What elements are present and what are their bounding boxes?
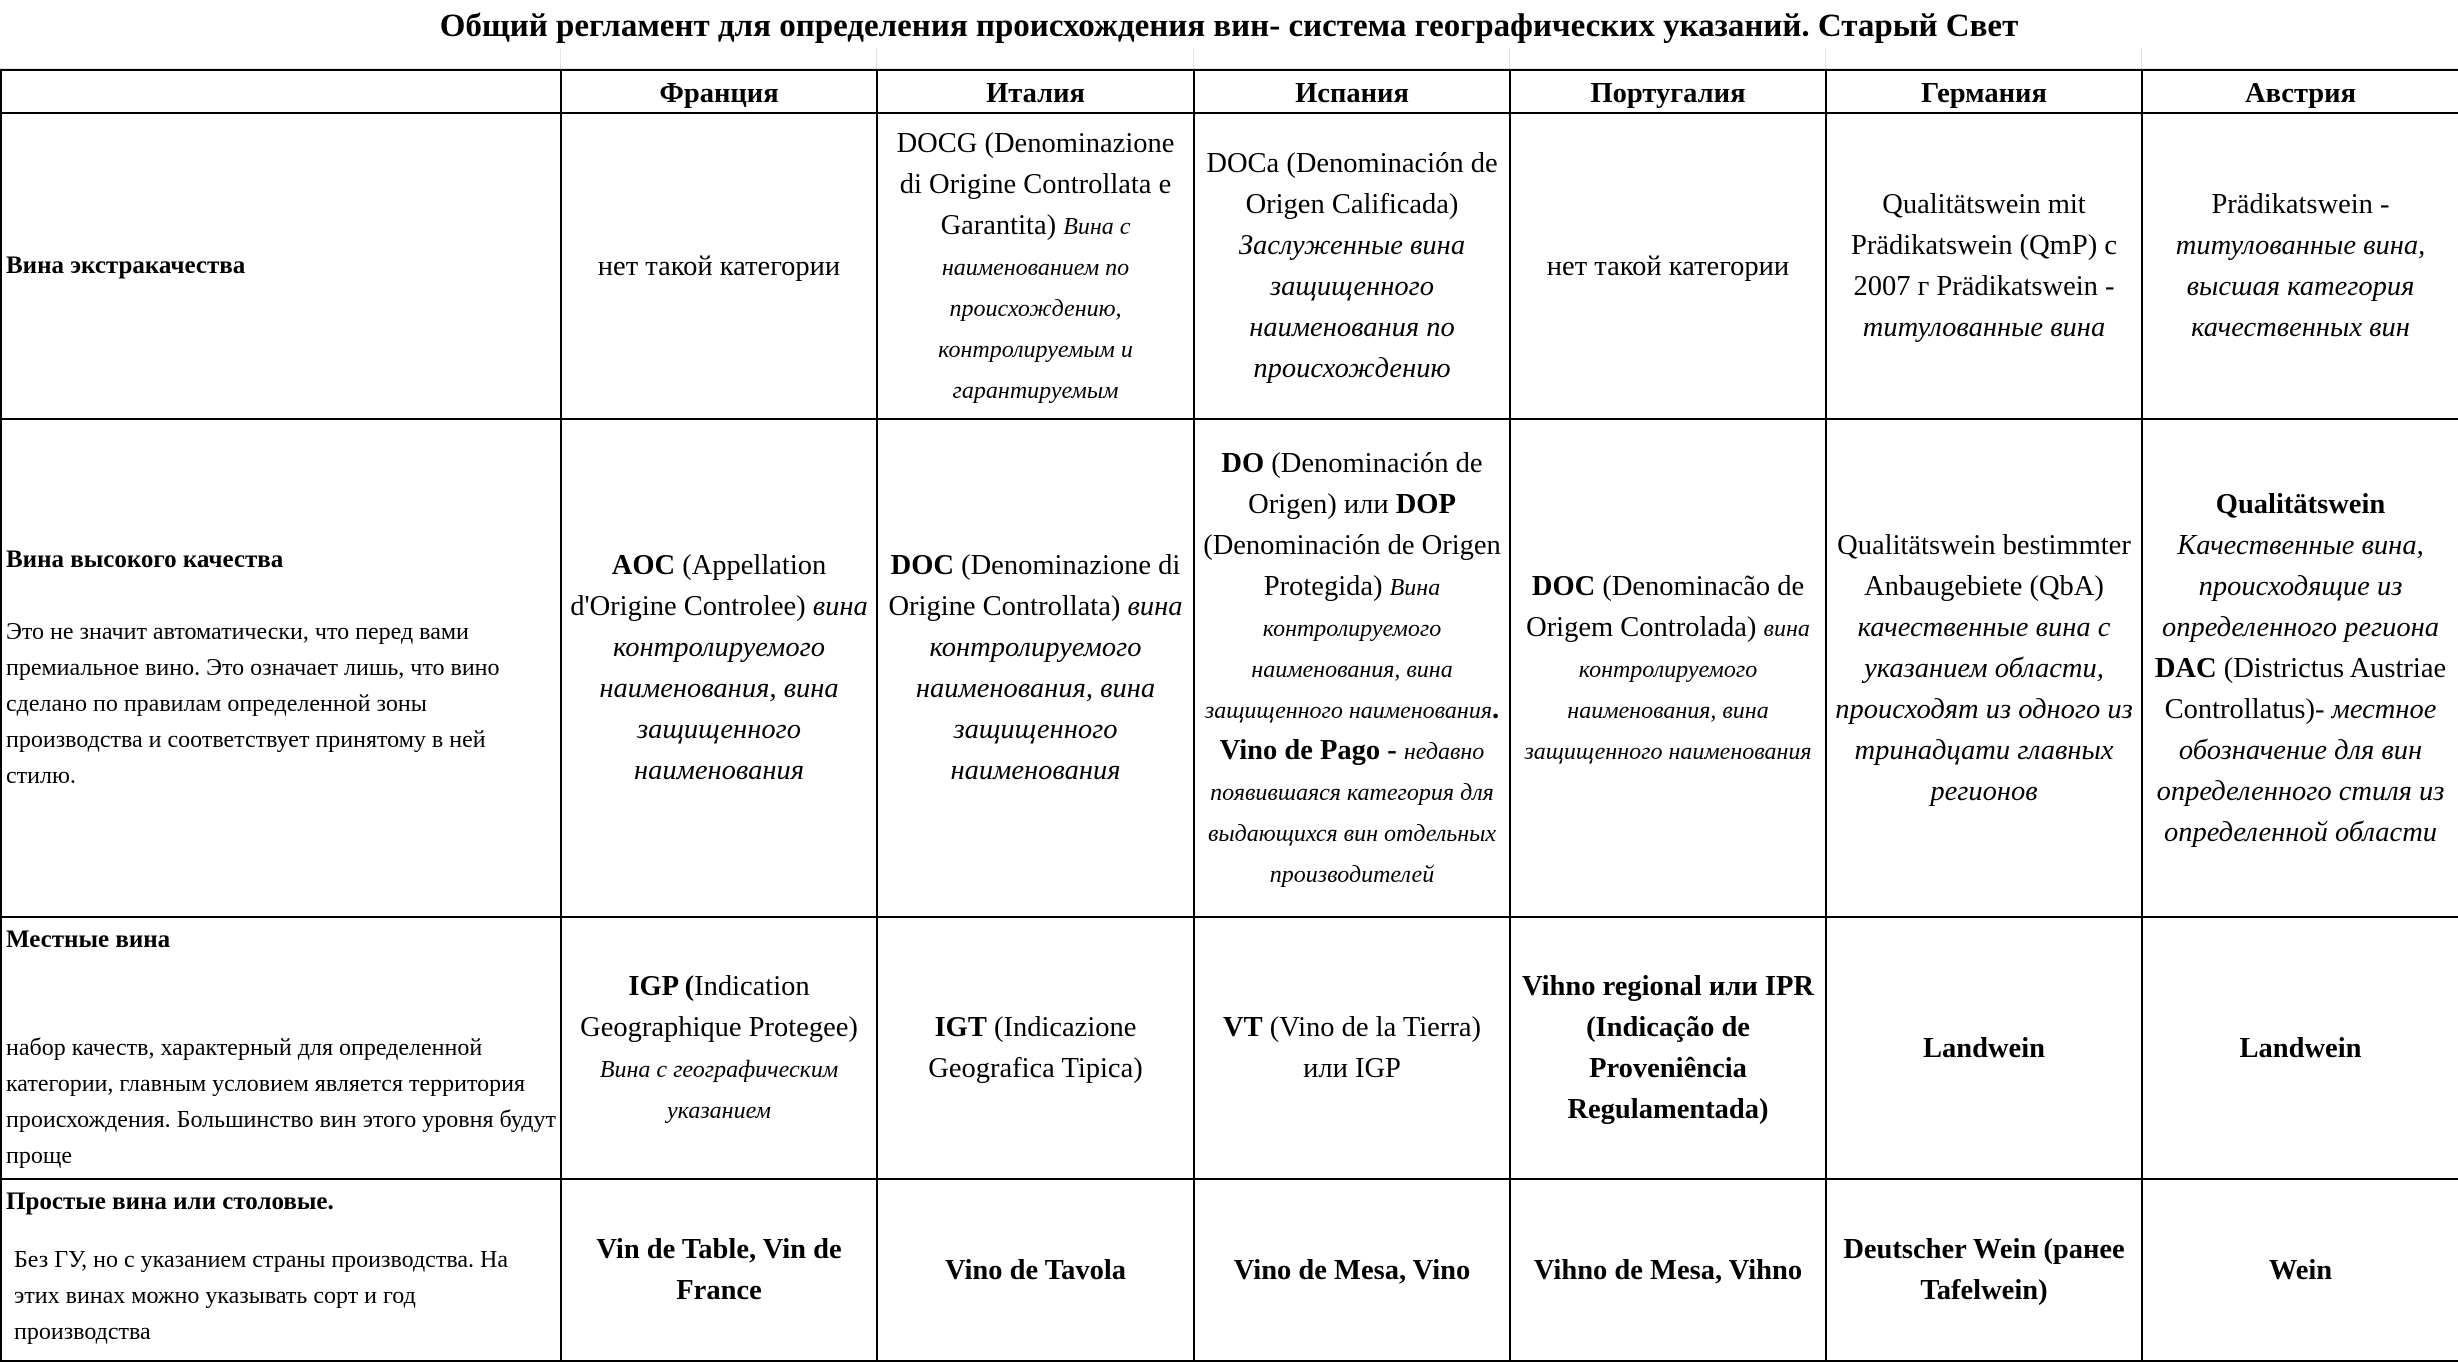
gridline <box>1193 48 1194 68</box>
gridline <box>1509 48 1510 68</box>
cell-table-austria[interactable]: Wein <box>2142 1179 2458 1361</box>
column-header-italy[interactable]: Италия <box>877 70 1194 113</box>
category-name: DOCG (Denominazione di Origine Controllata e Garantita) <box>896 127 1175 241</box>
spacer-row <box>0 48 2458 69</box>
cell-table-germany[interactable]: Deutscher Wein (ранее Tafelwein) <box>1826 1179 2142 1361</box>
category-description: титулованные вина, высшая категория качественных вин <box>2175 230 2426 343</box>
cell-table-portugal[interactable]: Vihno de Mesa, Vihno <box>1510 1179 1826 1361</box>
category-name: Prädikatswein - <box>2211 189 2390 220</box>
category-abbr: DOP <box>1395 488 1456 520</box>
category-name: (Indicazione Geografica Tipica) <box>928 1012 1143 1084</box>
row-note: Это не значит автоматически, что перед вами премиальное вино. Это означает лишь, что вино сделано по правилам определенной зоны производства и соответствует принятому в ней стилю. <box>6 619 500 789</box>
cell-extra-spain[interactable] <box>1194 113 1510 419</box>
row-note: Без ГУ, но с указанием страны производства. На этих винах можно указывать сорт и год производства <box>14 1247 508 1345</box>
cell-high-germany[interactable] <box>1826 419 2142 917</box>
category-name: (Denominación de Origen) или <box>1248 447 1483 520</box>
category-name: Indication Geographique Protegee) <box>580 971 858 1043</box>
row-high-quality <box>1 419 2458 917</box>
column-header-spain[interactable]: Испания <box>1194 70 1510 113</box>
category-description: титулованные вина <box>1862 312 2106 343</box>
column-header-germany[interactable]: Германия <box>1826 70 2142 113</box>
spacer <box>6 1220 556 1242</box>
category-name: Qualitätswein mit Prädikatswein (QmP) с 2007 г Prädikatswein - <box>1851 189 2117 302</box>
cell-table-italy[interactable]: Vino de Tavola <box>877 1179 1194 1361</box>
corner-cell[interactable] <box>1 70 561 113</box>
category-description: вина контролируемого наименования, вина защищенного наименования <box>599 591 868 786</box>
cell-local-italy[interactable] <box>877 917 1194 1179</box>
category-abbr: DOC <box>1531 570 1596 602</box>
classification-table <box>0 69 2458 1362</box>
category-name: (Denominación de Origen Protegida) <box>1203 529 1501 602</box>
category-abbr: DAC <box>2154 652 2217 684</box>
category-description: качественные вина с указанием области, происходят из одного из тринадцати главных регионов <box>1835 611 2133 807</box>
cell-local-spain[interactable] <box>1194 917 1510 1179</box>
category-description: недавно появившаяся категория для выдающихся вин отдельных производителей <box>1207 738 1497 888</box>
category-name: (Vino de la Tierra) или IGP <box>1262 1012 1481 1084</box>
category-description: вина контролируемого наименования, вина защищенного наименования <box>915 591 1183 786</box>
category-name: Qualitätswein bestimmter Anbaugebiete (QbA) <box>1837 529 2131 602</box>
cell-high-italy[interactable] <box>877 419 1194 917</box>
row-table-wines <box>1 1179 2458 1361</box>
header-row <box>1 70 2458 113</box>
category-name: (Denominazione di Origine Controllata) <box>888 550 1181 622</box>
category-abbr: AOC <box>611 550 676 581</box>
category-abbr: DO <box>1221 447 1265 479</box>
category-name: (Districtus Austriae Controllatus)- <box>2164 652 2447 725</box>
cell-extra-portugal[interactable]: нет такой категории <box>1510 113 1826 419</box>
category-description: вина контролируемого наименования, вина защищенного наименования <box>1524 615 1812 765</box>
cell-extra-italy[interactable] <box>877 113 1194 419</box>
cell-extra-austria[interactable] <box>2142 113 2458 419</box>
row-label: Вина высокого качества <box>6 546 284 573</box>
category-name: (Denominacão de Origem Controlada) <box>1526 570 1805 643</box>
row-label: Простые вина или столовые. <box>6 1188 334 1215</box>
gridline <box>1825 48 1826 68</box>
category-abbr: VT <box>1223 1012 1263 1043</box>
category-description: местное обозначение для вин определенного стиля из определенной области <box>2156 693 2445 848</box>
column-header-france[interactable]: Франция <box>561 70 877 113</box>
cell-high-austria[interactable] <box>2142 419 2458 917</box>
cell-local-austria[interactable]: Landwein <box>2142 917 2458 1179</box>
cell-local-germany[interactable]: Landwein <box>1826 917 2142 1179</box>
row-note: набор качеств, характерный для определенной категории, главным условием является территория происхождения. Большинство вин этого уровня будут проще <box>6 1035 556 1169</box>
row-extra-quality <box>1 113 2458 419</box>
category-abbr: IGP ( <box>628 971 695 1002</box>
row-label: Вина экстракачества <box>6 252 246 279</box>
row-local-wines <box>1 917 2458 1179</box>
row-header-local[interactable] <box>1 917 561 1179</box>
category-abbr: IGT <box>934 1012 987 1043</box>
cell-table-france[interactable]: Vin de Table, Vin de France <box>561 1179 877 1361</box>
column-header-portugal[interactable]: Португалия <box>1510 70 1826 113</box>
category-abbr: Qualitätswein <box>2215 488 2386 520</box>
cell-local-portugal[interactable]: Vihno regional или IPR (Indicação de Proveniência Regulamentada) <box>1510 917 1826 1179</box>
cell-high-france[interactable] <box>561 419 877 917</box>
category-name: (Appellation d'Origine Controlee) <box>570 550 827 622</box>
category-name: DOCa (Denominación de Origen Calificada) <box>1206 148 1498 220</box>
category-description: Вина контролируемого наименования, вина защищенного наименования <box>1204 574 1492 724</box>
spacer <box>6 578 556 614</box>
category-abbr: . Vino de Pago - <box>1219 693 1500 766</box>
row-label: Местные вина <box>6 926 171 953</box>
gridline <box>876 48 877 68</box>
cell-high-portugal[interactable] <box>1510 419 1826 917</box>
category-description: Качественные вина, происходящие из определенного региона <box>2161 529 2440 643</box>
category-description: Вина с географическим указанием <box>599 1057 839 1124</box>
cell-local-france[interactable] <box>561 917 877 1179</box>
category-description: Вина с наименованием по происхождению, контролируемым и гарантируемым <box>938 213 1133 404</box>
row-header-high[interactable] <box>1 419 561 917</box>
category-description: Заслуженные вина защищенного наименования по происхождению <box>1238 230 1466 384</box>
cell-high-spain[interactable] <box>1194 419 1510 917</box>
row-header-table[interactable] <box>1 1179 561 1361</box>
row-header-extra[interactable] <box>1 113 561 419</box>
cell-extra-germany[interactable] <box>1826 113 2142 419</box>
gridline <box>560 48 561 68</box>
cell-table-spain[interactable]: Vino de Mesa, Vino <box>1194 1179 1510 1361</box>
cell-extra-france[interactable]: нет такой категории <box>561 113 877 419</box>
gridline <box>2141 48 2142 68</box>
page-title: Общий регламент для определения происхождения вин- система географических указаний. Старый Свет <box>439 8 2019 44</box>
column-header-austria[interactable]: Австрия <box>2142 70 2458 113</box>
spacer <box>6 958 556 1030</box>
category-abbr: DOC <box>890 550 954 581</box>
